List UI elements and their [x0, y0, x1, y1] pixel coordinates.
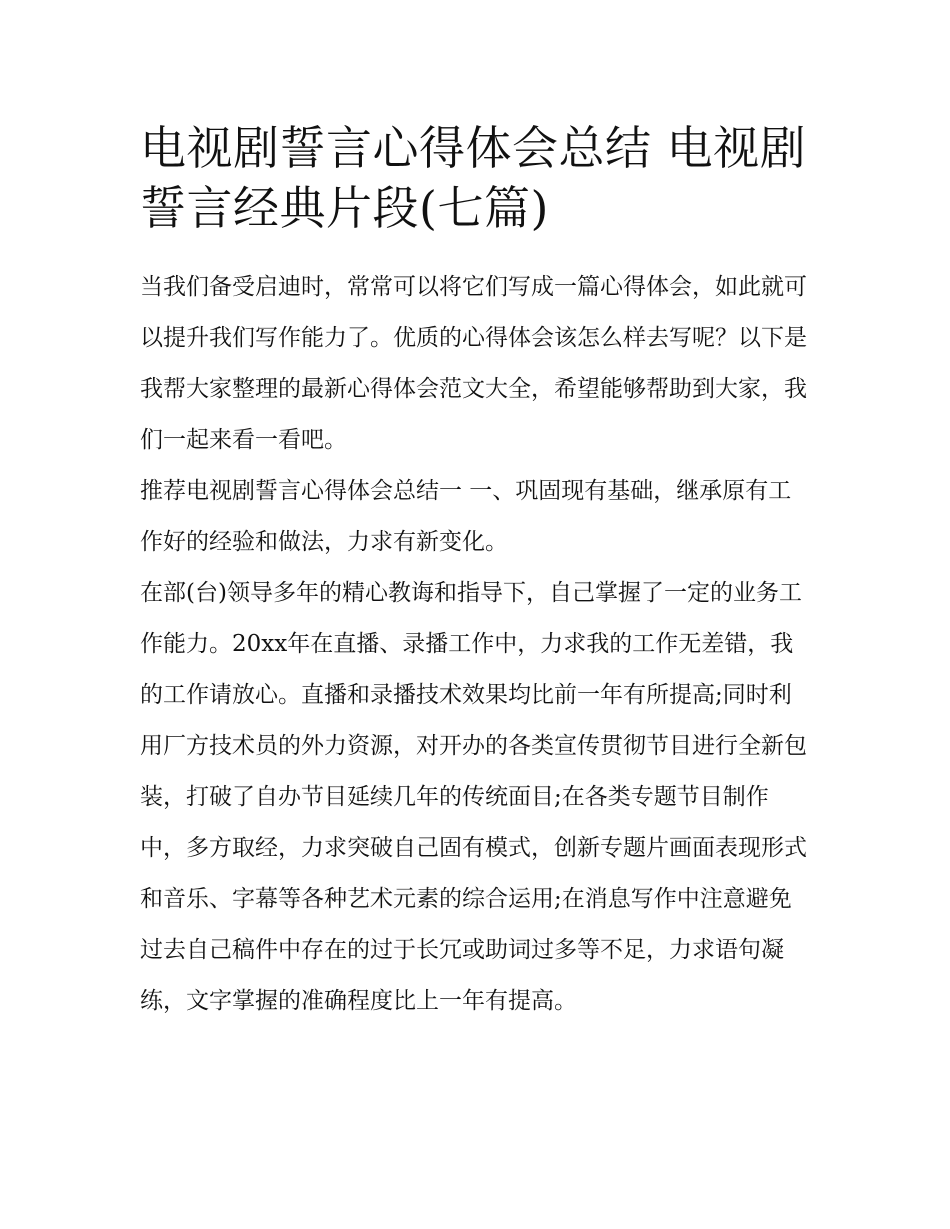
paragraph-intro: 当我们备受启迪时，常常可以将它们写成一篇心得体会，如此就可以提升我们写作能力了。优质的心得体会该怎么样去写呢？以下是我帮大家整理的最新心得体会范文大全，希望能够帮助到大家，我们一起来看一看吧。: [140, 274, 807, 453]
paragraph-section-one: 推荐电视剧誓言心得体会总结一 一、巩固现有基础，继承原有工作好的经验和做法，力求有新变化。: [140, 478, 792, 555]
document-body: [140, 118, 812, 1027]
paragraph-work-summary: 在部(台)领导多年的精心教诲和指导下，自己掌握了一定的业务工作能力。20xx年在直播、录播工作中，力求我的工作无差错，我的工作请放心。直播和录播技术效果均比前一年有所提高;同时利用厂方技术员的外力资源，对开办的各类宣传贯彻节目进行全新包装，打破了自办节目延续几年的传统面目;在各类专题节目制作中，多方取经，力求突破自己固有模式，创新专题片画面表现形式和音乐、字幕等各种艺术元素的综合运用;在消息写作中注意避免过去自己稿件中存在的过于长冗或助词过多等不足，力求语句凝练，文字掌握的准确程度比上一年有提高。: [140, 580, 807, 1014]
document-title: 电视剧誓言心得体会总结 电视剧誓言经典片段(七篇): [140, 121, 807, 235]
